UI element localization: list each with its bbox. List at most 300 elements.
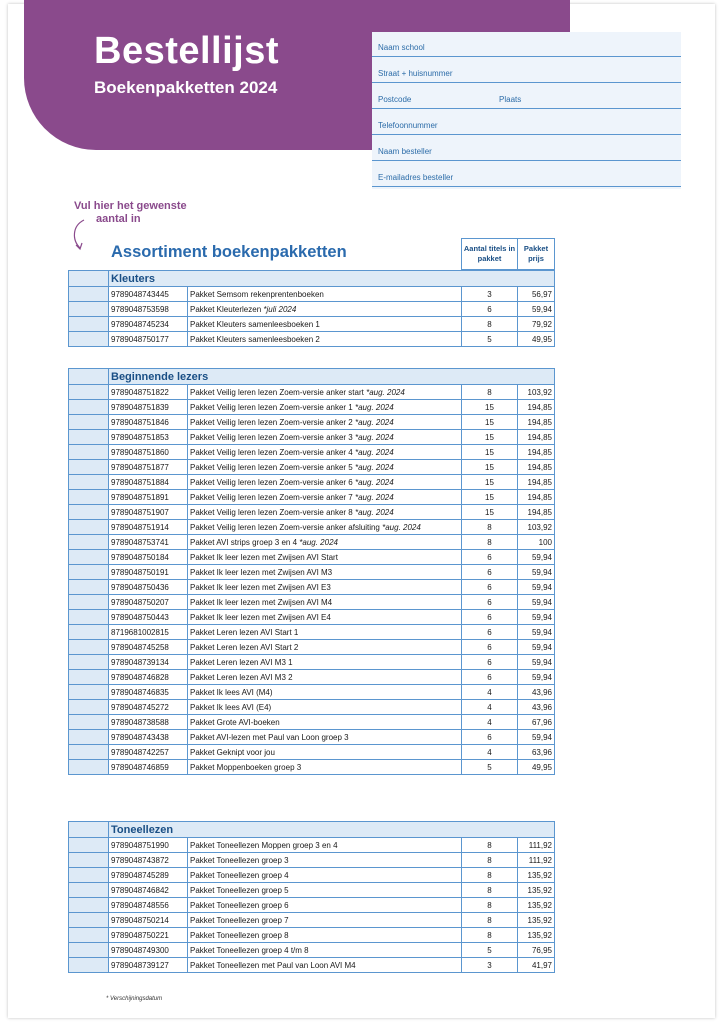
package-name: Pakket Veilig leren lezen Zoem-versie anker 4 — [190, 447, 353, 457]
isbn-cell: 9789048751907 — [109, 505, 188, 520]
isbn-cell: 9789048751914 — [109, 520, 188, 535]
col-header-titles: Aantal titels in pakket — [461, 238, 518, 270]
quantity-input[interactable] — [69, 287, 109, 302]
quantity-input[interactable] — [69, 505, 109, 520]
price-cell: 49,95 — [518, 332, 555, 347]
titles-count-cell: 8 — [462, 913, 518, 928]
postcode-place-field[interactable] — [372, 84, 681, 109]
package-name-cell — [188, 385, 462, 400]
package-name-cell — [188, 700, 462, 715]
table-row — [69, 565, 555, 580]
isbn-cell: 9789048750443 — [109, 610, 188, 625]
quantity-input[interactable] — [69, 655, 109, 670]
table-row — [69, 655, 555, 670]
release-note: *aug. 2024 — [366, 387, 405, 397]
titles-count-cell: 3 — [462, 958, 518, 973]
package-name: Pakket Veilig leren lezen Zoem-versie anker 2 — [190, 417, 353, 427]
isbn-cell: 9789048746859 — [109, 760, 188, 775]
package-name: Pakket Grote AVI-boeken — [190, 717, 280, 727]
table-row — [69, 490, 555, 505]
email-field[interactable] — [372, 162, 681, 187]
package-name: Pakket Kleuters samenleesboeken 1 — [190, 319, 320, 329]
package-name: Pakket Veilig leren lezen Zoem-versie anker 5 — [190, 462, 353, 472]
titles-count-cell: 8 — [462, 868, 518, 883]
school-name-label: Naam school — [378, 43, 425, 52]
package-name: Pakket Toneellezen met Paul van Loon AVI M4 — [190, 960, 356, 970]
release-note: *aug. 2024 — [354, 432, 394, 442]
table-row — [69, 868, 555, 883]
isbn-cell: 9789048751877 — [109, 460, 188, 475]
package-name-cell — [188, 520, 462, 535]
price-cell: 41,97 — [518, 958, 555, 973]
price-cell: 67,96 — [518, 715, 555, 730]
quantity-input[interactable] — [69, 760, 109, 775]
isbn-cell: 9789048749300 — [109, 943, 188, 958]
price-cell: 59,94 — [518, 550, 555, 565]
table-row — [69, 430, 555, 445]
section-table — [68, 368, 555, 775]
phone-field[interactable] — [372, 110, 681, 135]
package-name-cell — [188, 640, 462, 655]
section-title: Beginnende lezers — [109, 369, 555, 385]
page-title: Bestellijst — [94, 30, 280, 72]
package-name: Pakket Ik leer lezen met Zwijsen AVI E4 — [190, 612, 331, 622]
price-cell: 135,92 — [518, 928, 555, 943]
package-name: Pakket Kleuters samenleesboeken 2 — [190, 334, 320, 344]
isbn-cell: 9789048743445 — [109, 287, 188, 302]
price-cell: 59,94 — [518, 565, 555, 580]
table-row — [69, 475, 555, 490]
package-name-cell — [188, 580, 462, 595]
table-row — [69, 943, 555, 958]
quantity-input[interactable] — [69, 550, 109, 565]
package-name: Pakket Veilig leren lezen Zoem-versie anker start — [190, 387, 364, 397]
orderer-label: Naam besteller — [378, 147, 432, 156]
assortment-title: Assortiment boekenpakketten — [111, 243, 347, 261]
table-row — [69, 460, 555, 475]
price-cell: 135,92 — [518, 913, 555, 928]
titles-count-cell: 8 — [462, 317, 518, 332]
titles-count-cell: 8 — [462, 853, 518, 868]
quantity-input[interactable] — [69, 475, 109, 490]
quantity-input[interactable] — [69, 332, 109, 347]
package-name-cell — [188, 400, 462, 415]
table-row — [69, 928, 555, 943]
quantity-input[interactable] — [69, 730, 109, 745]
table-row — [69, 745, 555, 760]
price-cell: 194,85 — [518, 430, 555, 445]
price-cell: 59,94 — [518, 595, 555, 610]
titles-count-cell: 8 — [462, 883, 518, 898]
titles-count-cell: 6 — [462, 610, 518, 625]
school-name-field[interactable] — [372, 32, 681, 57]
table-row — [69, 520, 555, 535]
isbn-cell: 9789048750184 — [109, 550, 188, 565]
package-name-cell — [188, 317, 462, 332]
price-cell: 194,85 — [518, 460, 555, 475]
table-row — [69, 760, 555, 775]
package-name: Pakket Veilig leren lezen Zoem-versie anker 7 — [190, 492, 353, 502]
price-cell: 76,95 — [518, 943, 555, 958]
isbn-cell: 9789048751822 — [109, 385, 188, 400]
table-row — [69, 445, 555, 460]
isbn-cell: 9789048739134 — [109, 655, 188, 670]
quantity-input[interactable] — [69, 490, 109, 505]
isbn-cell: 9789048745234 — [109, 317, 188, 332]
release-note: *aug. 2024 — [354, 417, 394, 427]
quantity-input[interactable] — [69, 898, 109, 913]
titles-count-cell: 8 — [462, 535, 518, 550]
isbn-cell: 9789048750214 — [109, 913, 188, 928]
titles-count-cell: 15 — [462, 505, 518, 520]
table-row — [69, 505, 555, 520]
quantity-input[interactable] — [69, 928, 109, 943]
phone-label: Telefoonnummer — [378, 121, 438, 130]
price-cell: 79,92 — [518, 317, 555, 332]
section-table — [68, 270, 555, 347]
table-row — [69, 958, 555, 973]
page-subtitle: Boekenpakketten 2024 — [94, 78, 278, 97]
package-name: Pakket Toneellezen groep 4 t/m 8 — [190, 945, 309, 955]
price-cell: 59,94 — [518, 730, 555, 745]
orderer-field[interactable] — [372, 136, 681, 161]
isbn-cell: 8719681002815 — [109, 625, 188, 640]
package-name-cell — [188, 625, 462, 640]
quantity-input[interactable] — [69, 685, 109, 700]
isbn-cell: 9789048743872 — [109, 853, 188, 868]
package-name: Pakket Geknipt voor jou — [190, 747, 275, 757]
price-cell: 103,92 — [518, 385, 555, 400]
package-name: Pakket Toneellezen groep 6 — [190, 900, 289, 910]
titles-count-cell: 4 — [462, 700, 518, 715]
section-header-qty-cell — [69, 369, 109, 385]
package-name: Pakket Ik leer lezen met Zwijsen AVI M4 — [190, 597, 333, 607]
table-row — [69, 385, 555, 400]
quantity-input[interactable] — [69, 868, 109, 883]
table-row — [69, 700, 555, 715]
package-name-cell — [188, 958, 462, 973]
price-cell: 111,92 — [518, 853, 555, 868]
price-cell: 43,96 — [518, 685, 555, 700]
street-field[interactable] — [372, 58, 681, 83]
quantity-input[interactable] — [69, 625, 109, 640]
release-note: *aug. 2024 — [354, 507, 394, 517]
package-name-cell — [188, 913, 462, 928]
release-note: *aug. 2024 — [354, 402, 394, 412]
quantity-input[interactable] — [69, 385, 109, 400]
package-name: Pakket Toneellezen groep 8 — [190, 930, 289, 940]
quantity-input[interactable] — [69, 715, 109, 730]
table-row — [69, 595, 555, 610]
quantity-input[interactable] — [69, 415, 109, 430]
quantity-input[interactable] — [69, 700, 109, 715]
package-name: Pakket Toneellezen groep 3 — [190, 855, 289, 865]
titles-count-cell: 15 — [462, 430, 518, 445]
package-name: Pakket Veilig leren lezen Zoem-versie anker 3 — [190, 432, 353, 442]
titles-count-cell: 5 — [462, 760, 518, 775]
titles-count-cell: 15 — [462, 445, 518, 460]
quantity-hint-line1: Vul hier het gewenste — [74, 200, 187, 212]
table-row — [69, 535, 555, 550]
package-name: Pakket Ik leer lezen met Zwijsen AVI Start — [190, 552, 338, 562]
titles-count-cell: 6 — [462, 640, 518, 655]
package-name-cell — [188, 490, 462, 505]
section-header — [69, 369, 555, 385]
package-name-cell — [188, 332, 462, 347]
package-name-cell — [188, 430, 462, 445]
isbn-cell: 9789048751853 — [109, 430, 188, 445]
quantity-input[interactable] — [69, 317, 109, 332]
quantity-input[interactable] — [69, 883, 109, 898]
package-name-cell — [188, 745, 462, 760]
quantity-input[interactable] — [69, 535, 109, 550]
price-cell: 59,94 — [518, 625, 555, 640]
release-note: *aug. 2024 — [299, 537, 338, 547]
quantity-input[interactable] — [69, 400, 109, 415]
titles-count-cell: 6 — [462, 670, 518, 685]
price-cell: 194,85 — [518, 475, 555, 490]
price-cell: 135,92 — [518, 868, 555, 883]
price-cell: 43,96 — [518, 700, 555, 715]
package-name-cell — [188, 898, 462, 913]
titles-count-cell: 15 — [462, 400, 518, 415]
quantity-input[interactable] — [69, 580, 109, 595]
isbn-cell: 9789048751839 — [109, 400, 188, 415]
price-cell: 194,85 — [518, 415, 555, 430]
table-row — [69, 640, 555, 655]
table-row — [69, 898, 555, 913]
price-cell: 59,94 — [518, 670, 555, 685]
package-name: Pakket Toneellezen Moppen groep 3 en 4 — [190, 840, 338, 850]
package-name: Pakket Leren lezen AVI M3 2 — [190, 672, 293, 682]
package-name: Pakket Toneellezen groep 5 — [190, 885, 289, 895]
isbn-cell: 9789048750191 — [109, 565, 188, 580]
titles-count-cell: 5 — [462, 943, 518, 958]
package-name: Pakket AVI strips groep 3 en 4 — [190, 537, 298, 547]
isbn-cell: 9789048750436 — [109, 580, 188, 595]
isbn-cell: 9789048739127 — [109, 958, 188, 973]
package-name-cell — [188, 505, 462, 520]
isbn-cell: 9789048748556 — [109, 898, 188, 913]
quantity-input[interactable] — [69, 430, 109, 445]
package-name: Pakket Moppenboeken groep 3 — [190, 762, 302, 772]
table-row — [69, 913, 555, 928]
package-name: Pakket Ik lees AVI (M4) — [190, 687, 273, 697]
price-cell: 49,95 — [518, 760, 555, 775]
package-name: Pakket Ik leer lezen met Zwijsen AVI E3 — [190, 582, 331, 592]
package-name: Pakket Kleuterlezen — [190, 304, 262, 314]
titles-count-cell: 6 — [462, 625, 518, 640]
titles-count-cell: 4 — [462, 715, 518, 730]
section-header-qty-cell — [69, 822, 109, 838]
isbn-cell: 9789048751891 — [109, 490, 188, 505]
isbn-cell: 9789048745272 — [109, 700, 188, 715]
titles-count-cell: 6 — [462, 655, 518, 670]
titles-count-cell: 6 — [462, 730, 518, 745]
table-row — [69, 730, 555, 745]
package-name-cell — [188, 838, 462, 853]
titles-count-cell: 4 — [462, 685, 518, 700]
quantity-input[interactable] — [69, 595, 109, 610]
isbn-cell: 9789048750207 — [109, 595, 188, 610]
price-cell: 135,92 — [518, 883, 555, 898]
titles-count-cell: 6 — [462, 565, 518, 580]
titles-count-cell: 8 — [462, 385, 518, 400]
quantity-input[interactable] — [69, 670, 109, 685]
titles-count-cell: 8 — [462, 898, 518, 913]
package-name-cell — [188, 595, 462, 610]
quantity-input[interactable] — [69, 640, 109, 655]
quantity-input[interactable] — [69, 460, 109, 475]
table-row — [69, 670, 555, 685]
titles-count-cell: 6 — [462, 302, 518, 317]
quantity-input[interactable] — [69, 853, 109, 868]
package-name-cell — [188, 415, 462, 430]
quantity-input[interactable] — [69, 565, 109, 580]
quantity-input[interactable] — [69, 943, 109, 958]
package-name-cell — [188, 868, 462, 883]
package-name-cell — [188, 928, 462, 943]
package-name-cell — [188, 883, 462, 898]
table-row — [69, 550, 555, 565]
price-cell: 56,97 — [518, 287, 555, 302]
titles-count-cell: 4 — [462, 745, 518, 760]
section-header — [69, 822, 555, 838]
package-name-cell — [188, 943, 462, 958]
isbn-cell: 9789048751846 — [109, 415, 188, 430]
table-row — [69, 883, 555, 898]
section-header-qty-cell — [69, 271, 109, 287]
quantity-input[interactable] — [69, 610, 109, 625]
table-row — [69, 685, 555, 700]
quantity-input[interactable] — [69, 913, 109, 928]
table-row — [69, 715, 555, 730]
isbn-cell: 9789048753598 — [109, 302, 188, 317]
postcode-label: Postcode — [378, 95, 412, 104]
titles-count-cell: 6 — [462, 550, 518, 565]
package-name-cell — [188, 655, 462, 670]
isbn-cell: 9789048751884 — [109, 475, 188, 490]
package-name: Pakket Veilig leren lezen Zoem-versie anker afsluiting — [190, 522, 380, 532]
titles-count-cell: 8 — [462, 928, 518, 943]
isbn-cell: 9789048745289 — [109, 868, 188, 883]
price-cell: 135,92 — [518, 898, 555, 913]
titles-count-cell: 15 — [462, 490, 518, 505]
price-cell: 111,92 — [518, 838, 555, 853]
col-header-price: Pakket prijs — [517, 238, 555, 270]
package-name: Pakket Leren lezen AVI M3 1 — [190, 657, 293, 667]
titles-count-cell: 3 — [462, 287, 518, 302]
package-name-cell — [188, 565, 462, 580]
quantity-input[interactable] — [69, 520, 109, 535]
release-note: *aug. 2024 — [354, 462, 394, 472]
package-name-cell — [188, 535, 462, 550]
price-cell: 59,94 — [518, 655, 555, 670]
titles-count-cell: 6 — [462, 580, 518, 595]
quantity-input[interactable] — [69, 838, 109, 853]
release-note: *juli 2024 — [263, 304, 297, 314]
release-note: *aug. 2024 — [354, 492, 394, 502]
price-cell: 103,92 — [518, 520, 555, 535]
package-name: Pakket Ik lees AVI (E4) — [190, 702, 272, 712]
isbn-cell: 9789048751990 — [109, 838, 188, 853]
price-cell: 194,85 — [518, 445, 555, 460]
quantity-input[interactable] — [69, 445, 109, 460]
table-row — [69, 415, 555, 430]
package-name: Pakket Ik leer lezen met Zwijsen AVI M3 — [190, 567, 333, 577]
section-title: Toneellezen — [109, 822, 555, 838]
table-row — [69, 400, 555, 415]
package-name-cell — [188, 475, 462, 490]
package-name: Pakket AVI-lezen met Paul van Loon groep 3 — [190, 732, 349, 742]
table-row — [69, 853, 555, 868]
package-name: Pakket Semsom rekenprentenboeken — [190, 289, 324, 299]
isbn-cell: 9789048742257 — [109, 745, 188, 760]
release-note: *aug. 2024 — [354, 477, 394, 487]
section-header — [69, 271, 555, 287]
titles-count-cell: 15 — [462, 475, 518, 490]
price-cell: 59,94 — [518, 640, 555, 655]
titles-count-cell: 8 — [462, 520, 518, 535]
quantity-input[interactable] — [69, 958, 109, 973]
package-name-cell — [188, 760, 462, 775]
table-row — [69, 287, 555, 302]
isbn-cell: 9789048746835 — [109, 685, 188, 700]
footnote: * Verschijningsdatum — [106, 996, 163, 1002]
package-name: Pakket Toneellezen groep 4 — [190, 870, 289, 880]
isbn-cell: 9789048751860 — [109, 445, 188, 460]
package-name-cell — [188, 670, 462, 685]
package-name-cell — [188, 685, 462, 700]
street-label: Straat + huisnummer — [378, 69, 453, 78]
isbn-cell: 9789048750221 — [109, 928, 188, 943]
package-name: Pakket Leren lezen AVI Start 1 — [190, 627, 299, 637]
quantity-input[interactable] — [69, 302, 109, 317]
titles-count-cell: 5 — [462, 332, 518, 347]
package-name: Pakket Veilig leren lezen Zoem-versie anker 6 — [190, 477, 353, 487]
package-name: Pakket Veilig leren lezen Zoem-versie anker 1 — [190, 402, 353, 412]
quantity-input[interactable] — [69, 745, 109, 760]
isbn-cell: 9789048745258 — [109, 640, 188, 655]
titles-count-cell: 6 — [462, 595, 518, 610]
isbn-cell: 9789048753741 — [109, 535, 188, 550]
price-cell: 194,85 — [518, 400, 555, 415]
package-name-cell — [188, 730, 462, 745]
table-row — [69, 302, 555, 317]
package-name: Pakket Leren lezen AVI Start 2 — [190, 642, 299, 652]
package-name: Pakket Toneellezen groep 7 — [190, 915, 289, 925]
curved-arrow-icon — [70, 218, 100, 252]
isbn-cell: 9789048750177 — [109, 332, 188, 347]
section-title: Kleuters — [109, 271, 555, 287]
section-table — [68, 821, 555, 973]
isbn-cell: 9789048746842 — [109, 883, 188, 898]
package-name-cell — [188, 853, 462, 868]
price-cell: 63,96 — [518, 745, 555, 760]
package-name-cell — [188, 445, 462, 460]
package-name-cell — [188, 610, 462, 625]
table-row — [69, 610, 555, 625]
table-row — [69, 625, 555, 640]
table-row — [69, 332, 555, 347]
quantity-hint-line2: aantal in — [96, 213, 141, 225]
place-label: Plaats — [499, 95, 522, 104]
titles-count-cell: 8 — [462, 838, 518, 853]
package-name-cell — [188, 287, 462, 302]
package-name-cell — [188, 550, 462, 565]
table-row — [69, 838, 555, 853]
isbn-cell: 9789048743438 — [109, 730, 188, 745]
